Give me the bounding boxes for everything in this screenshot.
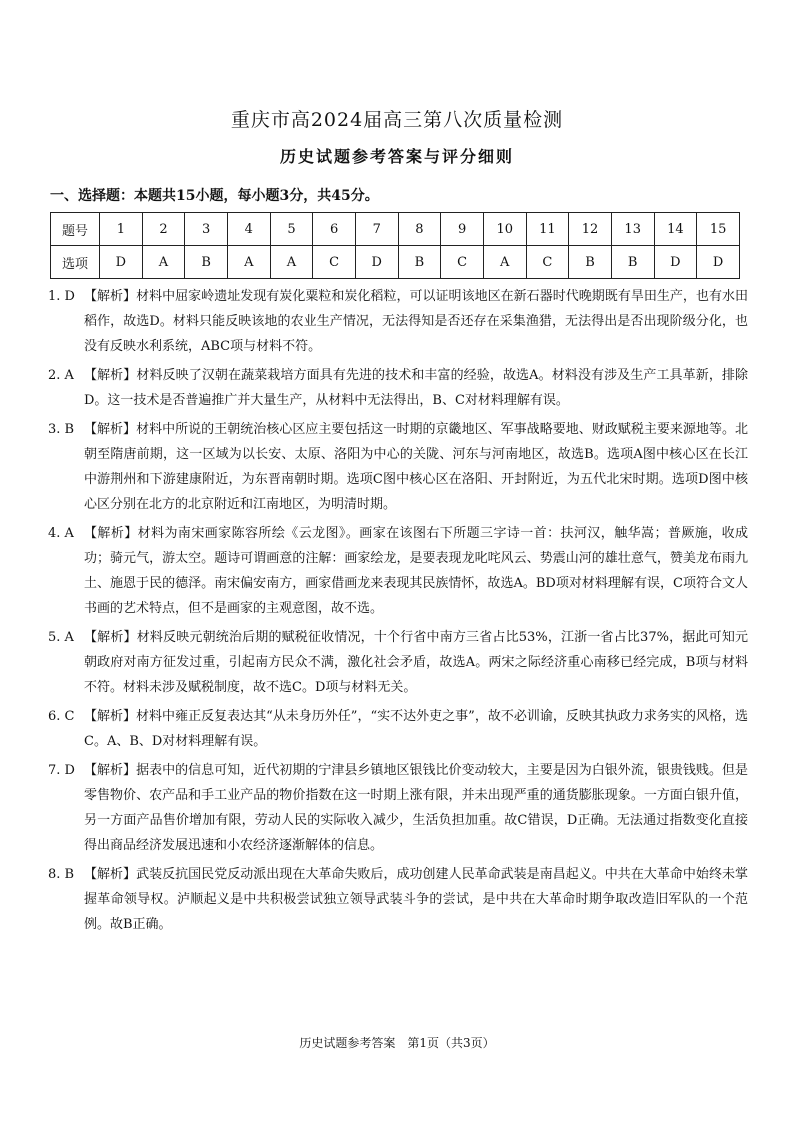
section-heading: 一、选择题：本题共15小题，每小题3分，共45分。 [50, 188, 379, 204]
answer-cell: A [270, 246, 313, 279]
question-number-cell: 7 [355, 213, 398, 246]
question-number-cell: 4 [227, 213, 270, 246]
answer-cell: C [441, 246, 484, 279]
explanation-number: 3. B [48, 422, 75, 437]
explanation-item [48, 758, 748, 858]
question-number-cell: 10 [483, 213, 526, 246]
question-number-cell: 6 [313, 213, 356, 246]
answer-cell: A [142, 246, 185, 279]
answer-cell: C [313, 246, 356, 279]
explanation-text: 【解析】材料反映了汉朝在蔬菜栽培方面具有先进的技术和丰富的经验，故选A。材料没有涉及生产工具革新，排除D。这一技术是否普遍推广并大量生产，从材料中无法得出，B、C对材料理解有误。 [84, 368, 748, 408]
answer-cell: B [611, 246, 654, 279]
document-title: 重庆市高2024届高三第八次质量检测 [230, 109, 564, 131]
answer-cell: C [526, 246, 569, 279]
question-number-cell: 3 [185, 213, 228, 246]
row-label-answer: 选项 [51, 246, 100, 279]
answer-cell: B [569, 246, 612, 279]
explanation-text: 【解析】据表中的信息可知，近代初期的宁津县乡镇地区银钱比价变动较大，主要是因为白银外流，银贵钱贱。但是零售物价、农产品和手工业产品的物价指数在这一时期上涨有限，并未出现严重的通货膨胀现象。一方面白银升值，另一方面产品售价增加有限，劳动人民的实际收入减少，生活负担加重。故C错误，D正确。无法通过指数变化直接得出商品经济发展迅速和小农经济逐渐解体的信息。 [84, 763, 748, 853]
question-number-cell: 13 [611, 213, 654, 246]
explanation-text: 【解析】材料为南宋画家陈容所绘《云龙图》。画家在该图右下所题三字诗一首：扶河汉，触华嵩；普厥施，收成功；骑元气，游太空。题诗可谓画意的注解：画家绘龙，是要表现龙叱咤风云、势震山河的雄壮意气，赞美龙布雨九土、施恩于民的德泽。南宋偏安南方，画家借画龙来表现其民族情怀，故选A。BD项对材料理解有误，C项符合文人书画的艺术特点，但不是画家的主观意图，故不选。 [84, 526, 748, 616]
explanation-item [48, 521, 748, 621]
question-number-cell: 11 [526, 213, 569, 246]
answer-cell: B [398, 246, 441, 279]
explanation-number: 6. C [48, 709, 75, 724]
explanation-number: 8. B [48, 867, 75, 882]
explanation-number: 4. A [48, 526, 74, 541]
explanation-item [48, 704, 748, 754]
answer-cell: B [185, 246, 228, 279]
explanation-list [48, 284, 748, 941]
explanation-text: 【解析】材料反映元朝统治后期的赋税征收情况，十个行省中南方三省占比53%，江浙一省占比37%，据此可知元朝政府对南方征发过重，引起南方民众不满，激化社会矛盾，故选A。两宋之际经济重心南移已经完成，B项与材料不符。材料未涉及赋税制度，故不选C。D项与材料无关。 [84, 630, 748, 695]
explanation-item [48, 862, 748, 937]
answer-table-answer-row [51, 246, 740, 279]
answer-cell: D [100, 246, 143, 279]
question-number-cell: 1 [100, 213, 143, 246]
explanation-number: 7. D [48, 763, 75, 778]
row-label-number: 题号 [51, 213, 100, 246]
explanation-item [48, 417, 748, 517]
document-subtitle: 历史试题参考答案与评分细则 [279, 147, 514, 166]
question-number-cell: 5 [270, 213, 313, 246]
answer-cell: D [654, 246, 697, 279]
explanation-item [48, 625, 748, 700]
explanation-text: 【解析】材料中屈家岭遗址发现有炭化粟粒和炭化稻粒，可以证明该地区在新石器时代晚期既有旱田生产，也有水田稻作，故选D。材料只能反映该地的农业生产情况，无法得知是否还存在采集渔猎，无法得出是否出现阶级分化，也没有反映水利系统，ABC项与材料不符。 [84, 289, 748, 354]
question-number-cell: 15 [697, 213, 740, 246]
question-number-cell: 8 [398, 213, 441, 246]
question-number-cell: 14 [654, 213, 697, 246]
explanation-number: 5. A [48, 630, 74, 645]
question-number-cell: 2 [142, 213, 185, 246]
page-footer: 历史试题参考答案 第1页（共3页） [299, 1036, 495, 1050]
explanation-text: 【解析】武装反抗国民党反动派出现在大革命失败后，成功创建人民革命武装是南昌起义。中共在大革命中始终未掌握革命领导权。泸顺起义是中共积极尝试独立领导武装斗争的尝试，是中共在大革命时期争取改造旧军队的一个范例。故B正确。 [84, 867, 748, 932]
answer-table-number-row [51, 213, 740, 246]
explanation-number: 1. D [48, 289, 75, 304]
explanation-item [48, 284, 748, 359]
answer-cell: A [227, 246, 270, 279]
answer-cell: D [697, 246, 740, 279]
explanation-text: 【解析】材料中雍正反复表达其“从未身历外任”，“实不达外吏之事”，故不必训谕，反映其执政力求务实的风格，选C。A、B、D对材料理解有误。 [84, 709, 748, 749]
explanation-item [48, 363, 748, 413]
answer-cell: D [355, 246, 398, 279]
question-number-cell: 12 [569, 213, 612, 246]
answer-table [50, 212, 740, 279]
question-number-cell: 9 [441, 213, 484, 246]
answer-cell: A [483, 246, 526, 279]
explanation-text: 【解析】材料中所说的王朝统治核心区应主要包括这一时期的京畿地区、军事战略要地、财政赋税主要来源地等。北朝至隋唐前期，这一区域为以长安、太原、洛阳为中心的关陇、河东与河南地区，故选B。选项A图中核心区在长江中游荆州和下游建康附近，为东晋南朝时期。选项C图中核心区在洛阳、开封附近，为五代北宋时期。选项D图中核心区分别在北方的北京附近和江南地区，为明清时期。 [84, 422, 748, 512]
explanation-number: 2. A [48, 368, 74, 383]
